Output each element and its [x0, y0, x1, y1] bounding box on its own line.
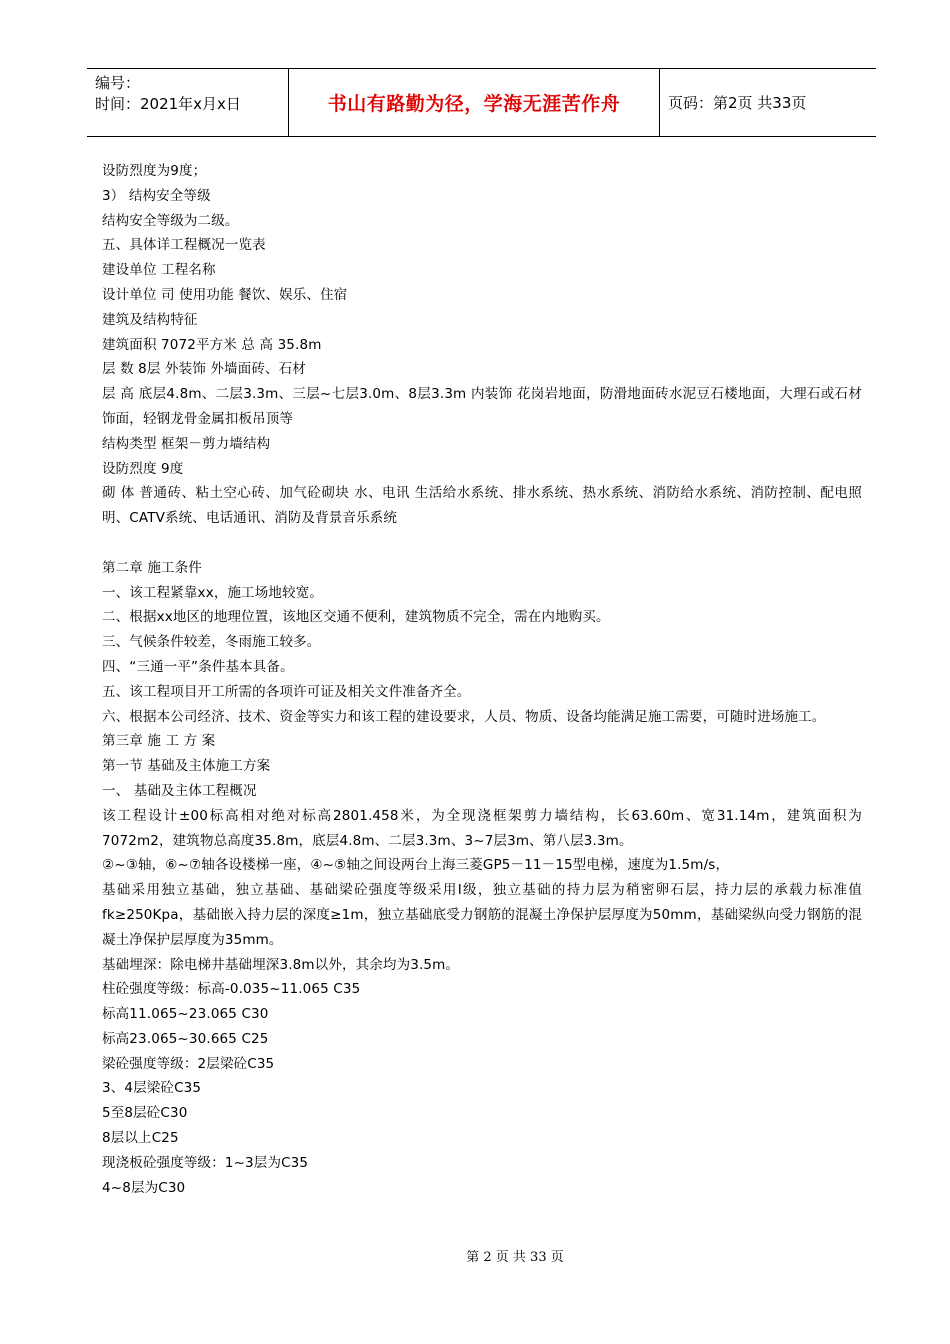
paragraph: 二、根据xx地区的地理位置，该地区交通不便利，建筑物质不完全，需在内地购买。 [102, 609, 610, 626]
page-header [87, 68, 876, 137]
paragraph: 5至8层砼C30 [102, 1105, 188, 1122]
paragraph: 建设单位 工程名称 [102, 262, 216, 279]
paragraph: 建筑面积 7072平方米 总 高 35.8m [102, 336, 322, 353]
paragraph: 设防烈度为9度； [102, 163, 207, 179]
paragraph: 该工程设计±00标高相对绝对标高2801.458米，为全现浇框架剪力墙结构，长63.60m、宽31.14m，建筑面积为7072m2，建筑物总高度35.8m，底层4.8m、二层3.3m、3~7层3m、第八层3.3m。 [102, 807, 862, 849]
paragraph: 结构安全等级为二级。 [102, 212, 239, 229]
paragraph: 五、具体详工程概况一览表 [102, 237, 266, 254]
blank-line [102, 531, 862, 556]
header-meta [87, 69, 288, 136]
paragraph: 4~8层为C30 [102, 1179, 186, 1196]
paragraph: 标高11.065~23.065 C30 [102, 1006, 269, 1023]
paragraph: 柱砼强度等级：标高-0.035~11.065 C35 [102, 981, 361, 998]
paragraph: 基础采用独立基础，独立基础、基础梁砼强度等级采用Ⅰ级，独立基础的持力层为稍密卵石层，持力层的承载力标准值fk≥250Kpa，基础嵌入持力层的深度≥1m，独立基础底受力钢筋的混凝土净保护层厚度为50mm，基础梁纵向受力钢筋的混凝土净保护层厚度为35mm。 [102, 882, 862, 948]
paragraph: ②~③轴，⑥~⑦轴各设楼梯一座，④~⑤轴之间设两台上海三菱GP5－11－15型电梯，速度为1.5m/s， [102, 857, 730, 874]
paragraph: 砌 体 普通砖、粘土空心砖、加气砼砌块 水、电讯 生活给水系统、排水系统、热水系统、消防给水系统、消防控制、配电照明、CATV系统、电话通讯、消防及背景音乐系统 [102, 485, 862, 527]
paragraph: 设防烈度 9度 [102, 460, 184, 477]
paragraph: 建筑及结构特征 [102, 311, 198, 328]
paragraph: 8层以上C25 [102, 1130, 179, 1147]
paragraph: 五、该工程项目开工所需的各项许可证及相关文件准备齐全。 [102, 683, 471, 700]
paragraph: 3、4层梁砼C35 [102, 1080, 202, 1097]
paragraph: 第一节 基础及主体施工方案 [102, 758, 271, 775]
paragraph: 四、“三通一平”条件基本具备。 [102, 658, 294, 675]
paragraph: 层 高 底层4.8m、二层3.3m、三层~七层3.0m、8层3.3m 内装饰 花岗岩地面，防滑地面砖水泥豆石楼地面，大理石或石材饰面，轻钢龙骨金属扣板吊顶等 [102, 386, 862, 427]
document-number: 编号： [95, 74, 141, 92]
paragraph: 层 数 8层 外装饰 外墙面砖、石材 [102, 361, 306, 378]
paragraph: 标高23.065~30.665 C25 [102, 1030, 269, 1047]
paragraph: 六、根据本公司经济、技术、资金等实力和该工程的建设要求，人员、物质、设备均能满足施工需要，可随时进场施工。 [102, 708, 826, 725]
document-time: 时间：2021年x月x日 [95, 95, 241, 113]
page-footer: 第 2 页 共 33 页 [466, 1250, 564, 1265]
paragraph: 3） 结构安全等级 [102, 187, 211, 204]
header-page-info: 页码：第2页 共33页 [668, 94, 807, 112]
paragraph: 第三章 施 工 方 案 [102, 733, 216, 750]
paragraph: 一、 基础及主体工程概况 [102, 782, 257, 799]
paragraph: 三、气候条件较差，冬雨施工较多。 [102, 634, 321, 651]
paragraph: 基础埋深：除电梯井基础埋深3.8m以外，其余均为3.5m。 [102, 956, 460, 973]
paragraph: 现浇板砼强度等级：1~3层为C35 [102, 1154, 309, 1171]
paragraph: 一、该工程紧靠xx，施工场地较宽。 [102, 584, 324, 601]
paragraph: 第二章 施工条件 [102, 559, 202, 576]
header-motto: 书山有路勤为径，学海无涯苦作舟 [288, 69, 660, 136]
document-body [102, 159, 862, 1200]
paragraph: 结构类型 框架－剪力墙结构 [102, 435, 271, 452]
paragraph: 梁砼强度等级：2层梁砼C35 [102, 1055, 275, 1072]
paragraph: 设计单位 司 使用功能 餐饮、娱乐、住宿 [102, 286, 348, 303]
